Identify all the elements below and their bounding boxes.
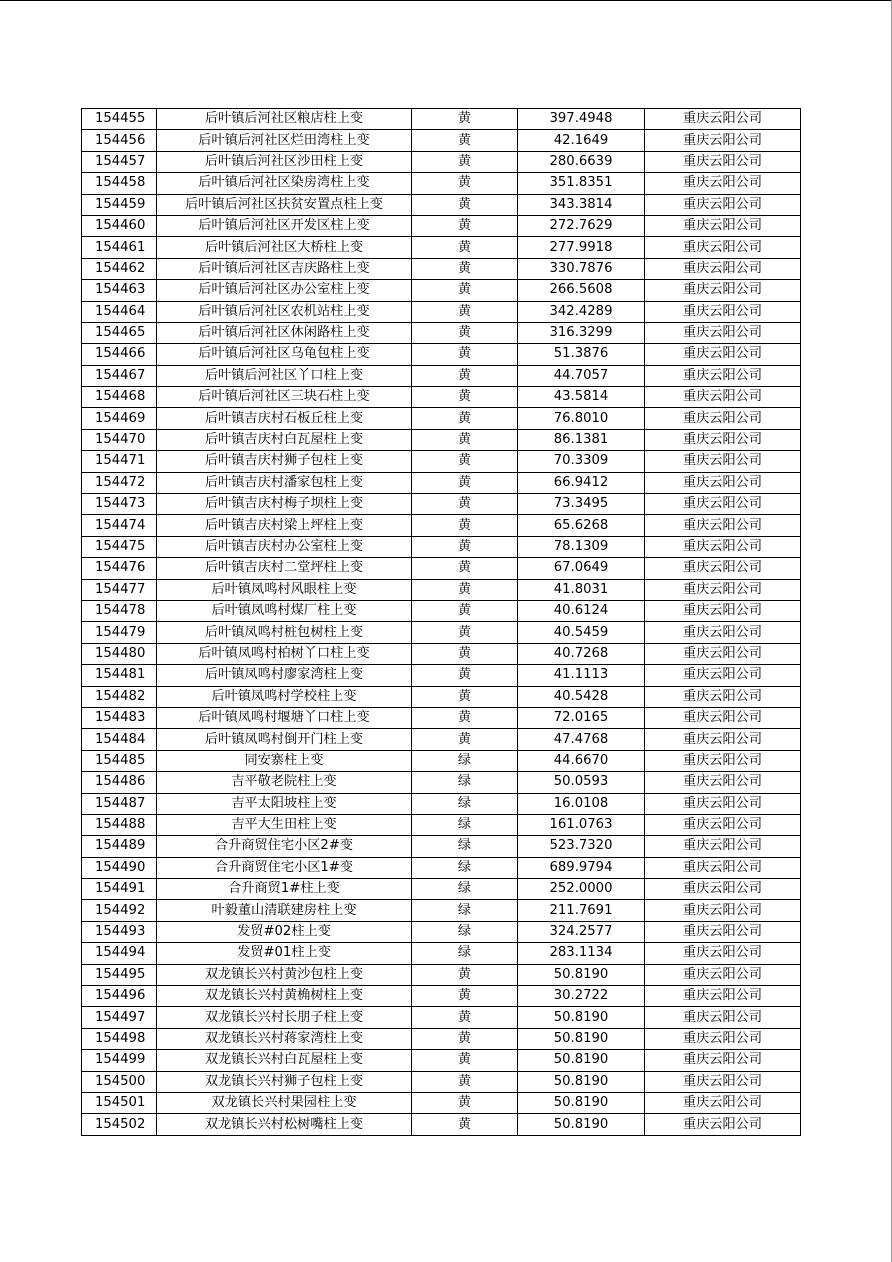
level-cell: 绿 xyxy=(412,750,518,771)
level-cell: 绿 xyxy=(412,772,518,793)
level-cell: 黄 xyxy=(412,130,518,151)
transformer-name-cell: 后叶镇凤鸣村风眼柱上变 xyxy=(157,579,412,600)
table-row xyxy=(82,729,801,750)
value-cell: 50.8190 xyxy=(518,1071,645,1092)
row-id-cell: 154490 xyxy=(82,857,157,878)
company-cell: 重庆云阳公司 xyxy=(645,1071,801,1092)
value-cell: 44.7057 xyxy=(518,365,645,386)
transformer-name-cell: 双龙镇长兴村狮子包柱上变 xyxy=(157,1071,412,1092)
row-id-cell: 154492 xyxy=(82,900,157,921)
value-cell: 67.0649 xyxy=(518,558,645,579)
company-cell: 重庆云阳公司 xyxy=(645,964,801,985)
table-row xyxy=(82,301,801,322)
row-id-cell: 154467 xyxy=(82,365,157,386)
row-id-cell: 154497 xyxy=(82,1007,157,1028)
table-row xyxy=(82,772,801,793)
level-cell: 绿 xyxy=(412,857,518,878)
value-cell: 72.0165 xyxy=(518,707,645,728)
row-id-cell: 154457 xyxy=(82,151,157,172)
transformer-name-cell: 后叶镇后河社区大桥柱上变 xyxy=(157,237,412,258)
transformer-name-cell: 双龙镇长兴村黄沙包柱上变 xyxy=(157,964,412,985)
row-id-cell: 154471 xyxy=(82,451,157,472)
table-row xyxy=(82,344,801,365)
company-cell: 重庆云阳公司 xyxy=(645,986,801,1007)
value-cell: 40.5428 xyxy=(518,686,645,707)
transformer-table xyxy=(81,108,801,1136)
row-id-cell: 154491 xyxy=(82,879,157,900)
company-cell: 重庆云阳公司 xyxy=(645,943,801,964)
transformer-name-cell: 后叶镇吉庆村潘家包柱上变 xyxy=(157,472,412,493)
table-row xyxy=(82,900,801,921)
level-cell: 黄 xyxy=(412,408,518,429)
row-id-cell: 154462 xyxy=(82,258,157,279)
transformer-name-cell: 吉平太阳坡柱上变 xyxy=(157,793,412,814)
row-id-cell: 154485 xyxy=(82,750,157,771)
value-cell: 16.0108 xyxy=(518,793,645,814)
company-cell: 重庆云阳公司 xyxy=(645,387,801,408)
transformer-name-cell: 吉平敬老院柱上变 xyxy=(157,772,412,793)
table-row xyxy=(82,622,801,643)
row-id-cell: 154464 xyxy=(82,301,157,322)
table-row xyxy=(82,408,801,429)
transformer-name-cell: 后叶镇凤鸣村学校柱上变 xyxy=(157,686,412,707)
level-cell: 黄 xyxy=(412,194,518,215)
table-row xyxy=(82,964,801,985)
table-row xyxy=(82,600,801,621)
value-cell: 86.1381 xyxy=(518,429,645,450)
transformer-name-cell: 后叶镇后河社区吉庆路柱上变 xyxy=(157,258,412,279)
table-row xyxy=(82,879,801,900)
company-cell: 重庆云阳公司 xyxy=(645,686,801,707)
table-row xyxy=(82,1007,801,1028)
row-id-cell: 154474 xyxy=(82,515,157,536)
company-cell: 重庆云阳公司 xyxy=(645,173,801,194)
table-row xyxy=(82,429,801,450)
value-cell: 50.8190 xyxy=(518,1050,645,1071)
row-id-cell: 154500 xyxy=(82,1071,157,1092)
transformer-name-cell: 后叶镇凤鸣村桩包树柱上变 xyxy=(157,622,412,643)
company-cell: 重庆云阳公司 xyxy=(645,1050,801,1071)
table-row xyxy=(82,472,801,493)
transformer-name-cell: 后叶镇吉庆村梅子坝柱上变 xyxy=(157,494,412,515)
level-cell: 黄 xyxy=(412,1007,518,1028)
company-cell: 重庆云阳公司 xyxy=(645,130,801,151)
value-cell: 351.8351 xyxy=(518,173,645,194)
row-id-cell: 154495 xyxy=(82,964,157,985)
table-row xyxy=(82,1092,801,1113)
level-cell: 绿 xyxy=(412,879,518,900)
table-row xyxy=(82,1028,801,1049)
company-cell: 重庆云阳公司 xyxy=(645,258,801,279)
company-cell: 重庆云阳公司 xyxy=(645,472,801,493)
level-cell: 绿 xyxy=(412,793,518,814)
value-cell: 40.5459 xyxy=(518,622,645,643)
company-cell: 重庆云阳公司 xyxy=(645,857,801,878)
transformer-name-cell: 后叶镇后河社区开发区柱上变 xyxy=(157,215,412,236)
company-cell: 重庆云阳公司 xyxy=(645,750,801,771)
table-row xyxy=(82,494,801,515)
table-row xyxy=(82,986,801,1007)
company-cell: 重庆云阳公司 xyxy=(645,408,801,429)
company-cell: 重庆云阳公司 xyxy=(645,836,801,857)
transformer-name-cell: 发贸#01柱上变 xyxy=(157,943,412,964)
company-cell: 重庆云阳公司 xyxy=(645,1114,801,1135)
company-cell: 重庆云阳公司 xyxy=(645,622,801,643)
row-id-cell: 154489 xyxy=(82,836,157,857)
value-cell: 50.8190 xyxy=(518,1007,645,1028)
company-cell: 重庆云阳公司 xyxy=(645,365,801,386)
transformer-name-cell: 双龙镇长兴村松树嘴柱上变 xyxy=(157,1114,412,1135)
transformer-name-cell: 后叶镇后河社区扶贫安置点柱上变 xyxy=(157,194,412,215)
company-cell: 重庆云阳公司 xyxy=(645,643,801,664)
level-cell: 黄 xyxy=(412,622,518,643)
row-id-cell: 154476 xyxy=(82,558,157,579)
transformer-name-cell: 后叶镇后河社区丫口柱上变 xyxy=(157,365,412,386)
company-cell: 重庆云阳公司 xyxy=(645,707,801,728)
level-cell: 黄 xyxy=(412,515,518,536)
transformer-name-cell: 后叶镇后河社区沙田柱上变 xyxy=(157,151,412,172)
company-cell: 重庆云阳公司 xyxy=(645,429,801,450)
row-id-cell: 154484 xyxy=(82,729,157,750)
company-cell: 重庆云阳公司 xyxy=(645,600,801,621)
level-cell: 黄 xyxy=(412,643,518,664)
value-cell: 316.3299 xyxy=(518,322,645,343)
level-cell: 黄 xyxy=(412,429,518,450)
table-row xyxy=(82,536,801,557)
company-cell: 重庆云阳公司 xyxy=(645,772,801,793)
level-cell: 黄 xyxy=(412,215,518,236)
value-cell: 30.2722 xyxy=(518,986,645,1007)
transformer-name-cell: 后叶镇后河社区染房湾柱上变 xyxy=(157,173,412,194)
value-cell: 70.3309 xyxy=(518,451,645,472)
level-cell: 黄 xyxy=(412,986,518,1007)
company-cell: 重庆云阳公司 xyxy=(645,579,801,600)
table-row xyxy=(82,515,801,536)
level-cell: 黄 xyxy=(412,579,518,600)
value-cell: 252.0000 xyxy=(518,879,645,900)
company-cell: 重庆云阳公司 xyxy=(645,921,801,942)
transformer-name-cell: 同安寨柱上变 xyxy=(157,750,412,771)
table-row xyxy=(82,194,801,215)
value-cell: 41.1113 xyxy=(518,665,645,686)
table-row xyxy=(82,322,801,343)
table-row xyxy=(82,173,801,194)
table-row xyxy=(82,1050,801,1071)
table-row xyxy=(82,451,801,472)
value-cell: 65.6268 xyxy=(518,515,645,536)
value-cell: 50.8190 xyxy=(518,1028,645,1049)
transformer-name-cell: 后叶镇凤鸣村廖家湾柱上变 xyxy=(157,665,412,686)
transformer-name-cell: 双龙镇长兴村白瓦屋柱上变 xyxy=(157,1050,412,1071)
company-cell: 重庆云阳公司 xyxy=(645,494,801,515)
row-id-cell: 154468 xyxy=(82,387,157,408)
company-cell: 重庆云阳公司 xyxy=(645,1092,801,1113)
transformer-name-cell: 后叶镇吉庆村狮子包柱上变 xyxy=(157,451,412,472)
row-id-cell: 154463 xyxy=(82,280,157,301)
row-id-cell: 154461 xyxy=(82,237,157,258)
row-id-cell: 154481 xyxy=(82,665,157,686)
value-cell: 43.5814 xyxy=(518,387,645,408)
transformer-name-cell: 双龙镇长兴村果园柱上变 xyxy=(157,1092,412,1113)
value-cell: 342.4289 xyxy=(518,301,645,322)
value-cell: 283.1134 xyxy=(518,943,645,964)
transformer-name-cell: 双龙镇长兴村长朋子柱上变 xyxy=(157,1007,412,1028)
row-id-cell: 154458 xyxy=(82,173,157,194)
transformer-name-cell: 后叶镇后河社区办公室柱上变 xyxy=(157,280,412,301)
level-cell: 黄 xyxy=(412,494,518,515)
table-row xyxy=(82,365,801,386)
row-id-cell: 154487 xyxy=(82,793,157,814)
company-cell: 重庆云阳公司 xyxy=(645,814,801,835)
table-row xyxy=(82,280,801,301)
company-cell: 重庆云阳公司 xyxy=(645,1007,801,1028)
company-cell: 重庆云阳公司 xyxy=(645,536,801,557)
row-id-cell: 154498 xyxy=(82,1028,157,1049)
transformer-name-cell: 后叶镇后河社区三块石柱上变 xyxy=(157,387,412,408)
transformer-name-cell: 后叶镇后河社区粮店柱上变 xyxy=(157,109,412,130)
value-cell: 42.1649 xyxy=(518,130,645,151)
level-cell: 黄 xyxy=(412,665,518,686)
transformer-name-cell: 后叶镇后河社区农机站柱上变 xyxy=(157,301,412,322)
level-cell: 黄 xyxy=(412,964,518,985)
table-row xyxy=(82,686,801,707)
level-cell: 黄 xyxy=(412,258,518,279)
level-cell: 黄 xyxy=(412,1071,518,1092)
level-cell: 黄 xyxy=(412,536,518,557)
value-cell: 161.0763 xyxy=(518,814,645,835)
row-id-cell: 154475 xyxy=(82,536,157,557)
level-cell: 黄 xyxy=(412,1050,518,1071)
row-id-cell: 154482 xyxy=(82,686,157,707)
table-row xyxy=(82,387,801,408)
table-row xyxy=(82,857,801,878)
transformer-name-cell: 合升商贸住宅小区2#变 xyxy=(157,836,412,857)
transformer-name-cell: 合升商贸住宅小区1#变 xyxy=(157,857,412,878)
company-cell: 重庆云阳公司 xyxy=(645,215,801,236)
company-cell: 重庆云阳公司 xyxy=(645,109,801,130)
value-cell: 397.4948 xyxy=(518,109,645,130)
value-cell: 73.3495 xyxy=(518,494,645,515)
row-id-cell: 154472 xyxy=(82,472,157,493)
transformer-name-cell: 后叶镇吉庆村办公室柱上变 xyxy=(157,536,412,557)
value-cell: 40.6124 xyxy=(518,600,645,621)
table-row xyxy=(82,1114,801,1135)
company-cell: 重庆云阳公司 xyxy=(645,879,801,900)
row-id-cell: 154455 xyxy=(82,109,157,130)
level-cell: 黄 xyxy=(412,301,518,322)
company-cell: 重庆云阳公司 xyxy=(645,665,801,686)
level-cell: 黄 xyxy=(412,365,518,386)
table-row xyxy=(82,109,801,130)
level-cell: 绿 xyxy=(412,900,518,921)
table-row xyxy=(82,151,801,172)
row-id-cell: 154502 xyxy=(82,1114,157,1135)
transformer-name-cell: 后叶镇吉庆村二堂坪柱上变 xyxy=(157,558,412,579)
table-row xyxy=(82,237,801,258)
table-row xyxy=(82,643,801,664)
transformer-name-cell: 后叶镇后河社区休闲路柱上变 xyxy=(157,322,412,343)
value-cell: 41.8031 xyxy=(518,579,645,600)
company-cell: 重庆云阳公司 xyxy=(645,793,801,814)
company-cell: 重庆云阳公司 xyxy=(645,194,801,215)
value-cell: 78.1309 xyxy=(518,536,645,557)
transformer-name-cell: 叶毅董山清联建房柱上变 xyxy=(157,900,412,921)
value-cell: 280.6639 xyxy=(518,151,645,172)
row-id-cell: 154494 xyxy=(82,943,157,964)
table-row xyxy=(82,943,801,964)
row-id-cell: 154501 xyxy=(82,1092,157,1113)
value-cell: 211.7691 xyxy=(518,900,645,921)
company-cell: 重庆云阳公司 xyxy=(645,729,801,750)
value-cell: 272.7629 xyxy=(518,215,645,236)
transformer-name-cell: 吉平大生田柱上变 xyxy=(157,814,412,835)
row-id-cell: 154456 xyxy=(82,130,157,151)
row-id-cell: 154479 xyxy=(82,622,157,643)
value-cell: 51.3876 xyxy=(518,344,645,365)
value-cell: 40.7268 xyxy=(518,643,645,664)
table-row xyxy=(82,558,801,579)
transformer-name-cell: 后叶镇凤鸣村堰塘丫口柱上变 xyxy=(157,707,412,728)
company-cell: 重庆云阳公司 xyxy=(645,451,801,472)
company-cell: 重庆云阳公司 xyxy=(645,1028,801,1049)
level-cell: 黄 xyxy=(412,1092,518,1113)
row-id-cell: 154465 xyxy=(82,322,157,343)
level-cell: 黄 xyxy=(412,109,518,130)
transformer-name-cell: 发贸#02柱上变 xyxy=(157,921,412,942)
value-cell: 50.8190 xyxy=(518,1114,645,1135)
table-row xyxy=(82,750,801,771)
row-id-cell: 154496 xyxy=(82,986,157,1007)
value-cell: 76.8010 xyxy=(518,408,645,429)
transformer-name-cell: 后叶镇吉庆村梁上坪柱上变 xyxy=(157,515,412,536)
level-cell: 绿 xyxy=(412,836,518,857)
company-cell: 重庆云阳公司 xyxy=(645,322,801,343)
table-row xyxy=(82,814,801,835)
company-cell: 重庆云阳公司 xyxy=(645,151,801,172)
company-cell: 重庆云阳公司 xyxy=(645,301,801,322)
value-cell: 50.8190 xyxy=(518,964,645,985)
transformer-name-cell: 后叶镇凤鸣村倒开门柱上变 xyxy=(157,729,412,750)
value-cell: 330.7876 xyxy=(518,258,645,279)
row-id-cell: 154488 xyxy=(82,814,157,835)
level-cell: 黄 xyxy=(412,344,518,365)
level-cell: 黄 xyxy=(412,387,518,408)
table-row xyxy=(82,793,801,814)
value-cell: 50.8190 xyxy=(518,1092,645,1113)
transformer-name-cell: 后叶镇吉庆村石板丘柱上变 xyxy=(157,408,412,429)
level-cell: 黄 xyxy=(412,280,518,301)
level-cell: 黄 xyxy=(412,686,518,707)
level-cell: 黄 xyxy=(412,707,518,728)
level-cell: 黄 xyxy=(412,151,518,172)
value-cell: 343.3814 xyxy=(518,194,645,215)
level-cell: 绿 xyxy=(412,814,518,835)
transformer-name-cell: 双龙镇长兴村蒋家湾柱上变 xyxy=(157,1028,412,1049)
table-body xyxy=(82,109,801,1136)
row-id-cell: 154460 xyxy=(82,215,157,236)
row-id-cell: 154493 xyxy=(82,921,157,942)
value-cell: 50.0593 xyxy=(518,772,645,793)
row-id-cell: 154469 xyxy=(82,408,157,429)
level-cell: 黄 xyxy=(412,237,518,258)
table-row xyxy=(82,215,801,236)
value-cell: 266.5608 xyxy=(518,280,645,301)
table-row xyxy=(82,579,801,600)
transformer-name-cell: 后叶镇吉庆村白瓦屋柱上变 xyxy=(157,429,412,450)
row-id-cell: 154499 xyxy=(82,1050,157,1071)
table-row xyxy=(82,707,801,728)
company-cell: 重庆云阳公司 xyxy=(645,558,801,579)
table-row xyxy=(82,836,801,857)
level-cell: 黄 xyxy=(412,558,518,579)
row-id-cell: 154478 xyxy=(82,600,157,621)
company-cell: 重庆云阳公司 xyxy=(645,900,801,921)
row-id-cell: 154473 xyxy=(82,494,157,515)
value-cell: 44.6670 xyxy=(518,750,645,771)
row-id-cell: 154480 xyxy=(82,643,157,664)
value-cell: 689.9794 xyxy=(518,857,645,878)
value-cell: 66.9412 xyxy=(518,472,645,493)
row-id-cell: 154459 xyxy=(82,194,157,215)
transformer-name-cell: 双龙镇长兴村黄桷树柱上变 xyxy=(157,986,412,1007)
company-cell: 重庆云阳公司 xyxy=(645,237,801,258)
table-row xyxy=(82,921,801,942)
value-cell: 324.2577 xyxy=(518,921,645,942)
value-cell: 523.7320 xyxy=(518,836,645,857)
row-id-cell: 154477 xyxy=(82,579,157,600)
transformer-name-cell: 合升商贸1#柱上变 xyxy=(157,879,412,900)
table-row xyxy=(82,1071,801,1092)
table-row xyxy=(82,258,801,279)
level-cell: 绿 xyxy=(412,943,518,964)
level-cell: 绿 xyxy=(412,921,518,942)
table-row xyxy=(82,665,801,686)
row-id-cell: 154483 xyxy=(82,707,157,728)
row-id-cell: 154470 xyxy=(82,429,157,450)
transformer-name-cell: 后叶镇凤鸣村柏树丫口柱上变 xyxy=(157,643,412,664)
table-row xyxy=(82,130,801,151)
transformer-name-cell: 后叶镇凤鸣村煤厂柱上变 xyxy=(157,600,412,621)
transformer-name-cell: 后叶镇后河社区烂田湾柱上变 xyxy=(157,130,412,151)
level-cell: 黄 xyxy=(412,729,518,750)
company-cell: 重庆云阳公司 xyxy=(645,344,801,365)
row-id-cell: 154486 xyxy=(82,772,157,793)
level-cell: 黄 xyxy=(412,472,518,493)
page-top-border xyxy=(0,0,892,1)
company-cell: 重庆云阳公司 xyxy=(645,515,801,536)
level-cell: 黄 xyxy=(412,1028,518,1049)
level-cell: 黄 xyxy=(412,173,518,194)
row-id-cell: 154466 xyxy=(82,344,157,365)
level-cell: 黄 xyxy=(412,451,518,472)
level-cell: 黄 xyxy=(412,1114,518,1135)
value-cell: 47.4768 xyxy=(518,729,645,750)
transformer-name-cell: 后叶镇后河社区乌龟包柱上变 xyxy=(157,344,412,365)
level-cell: 黄 xyxy=(412,600,518,621)
value-cell: 277.9918 xyxy=(518,237,645,258)
level-cell: 黄 xyxy=(412,322,518,343)
company-cell: 重庆云阳公司 xyxy=(645,280,801,301)
